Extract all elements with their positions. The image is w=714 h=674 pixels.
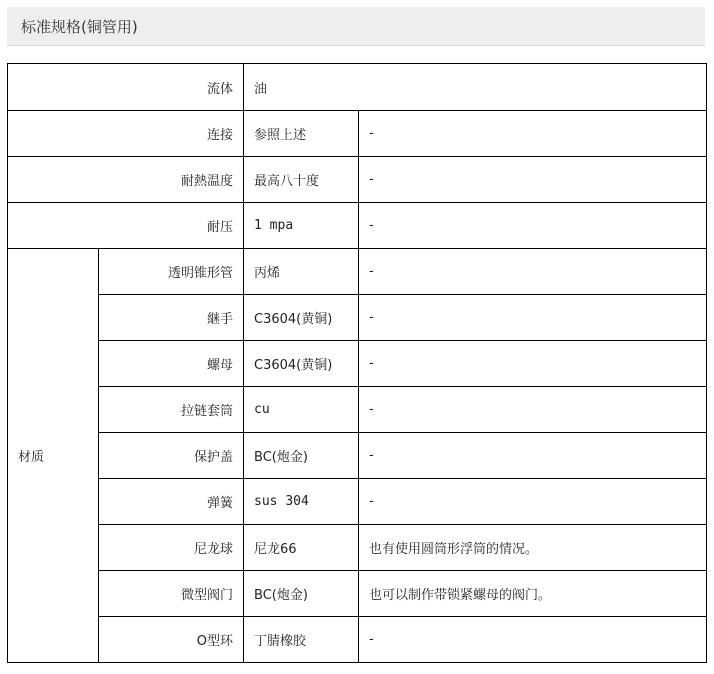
row-note: - bbox=[359, 203, 707, 249]
row-note: - bbox=[359, 479, 707, 525]
row-value: 参照上述 bbox=[244, 111, 359, 157]
row-label: 尼龙球 bbox=[99, 525, 244, 571]
row-note: 也可以制作带锁紧螺母的阀门。 bbox=[359, 571, 707, 617]
table-row bbox=[8, 617, 707, 663]
material-group-label: 材质 bbox=[8, 249, 99, 663]
row-note: 也有使用圆筒形浮筒的情况。 bbox=[359, 525, 707, 571]
row-value: sus 304 bbox=[244, 479, 359, 525]
table-row bbox=[8, 203, 707, 249]
table-row bbox=[8, 433, 707, 479]
table-row bbox=[8, 525, 707, 571]
row-value: BC(炮金) bbox=[244, 433, 359, 479]
row-value: cu bbox=[244, 387, 359, 433]
table-row bbox=[8, 249, 707, 295]
row-label: 微型阀门 bbox=[99, 571, 244, 617]
table-row bbox=[8, 157, 707, 203]
row-value: C3604(黄铜) bbox=[244, 295, 359, 341]
table-row bbox=[8, 571, 707, 617]
table-row bbox=[8, 387, 707, 433]
section-header bbox=[7, 7, 705, 46]
row-note: - bbox=[359, 617, 707, 663]
row-label: 流体 bbox=[8, 64, 244, 111]
row-label: O型环 bbox=[99, 617, 244, 663]
row-note: - bbox=[359, 111, 707, 157]
section-title: 标准规格(铜管用) bbox=[21, 18, 138, 36]
row-note: - bbox=[359, 249, 707, 295]
row-note: - bbox=[359, 341, 707, 387]
table-row bbox=[8, 479, 707, 525]
row-label: 透明锥形管 bbox=[99, 249, 244, 295]
row-label: 保护盖 bbox=[99, 433, 244, 479]
spec-table bbox=[7, 63, 707, 663]
row-label: 连接 bbox=[8, 111, 244, 157]
row-value: 最高八十度 bbox=[244, 157, 359, 203]
row-value: 油 bbox=[244, 64, 707, 111]
row-label: 耐压 bbox=[8, 203, 244, 249]
table-row bbox=[8, 64, 707, 111]
row-value: 1 mpa bbox=[244, 203, 359, 249]
row-value: 丙烯 bbox=[244, 249, 359, 295]
row-note: - bbox=[359, 433, 707, 479]
row-value: C3604(黄铜) bbox=[244, 341, 359, 387]
row-note: - bbox=[359, 387, 707, 433]
table-row bbox=[8, 295, 707, 341]
row-value: BC(炮金) bbox=[244, 571, 359, 617]
row-label: 拉链套筒 bbox=[99, 387, 244, 433]
table-row bbox=[8, 341, 707, 387]
row-note: - bbox=[359, 157, 707, 203]
row-label: 弹簧 bbox=[99, 479, 244, 525]
row-label: 螺母 bbox=[99, 341, 244, 387]
row-label: 耐熱温度 bbox=[8, 157, 244, 203]
row-label: 継手 bbox=[99, 295, 244, 341]
row-note: - bbox=[359, 295, 707, 341]
table-row bbox=[8, 111, 707, 157]
row-value: 丁腈橡胶 bbox=[244, 617, 359, 663]
row-value: 尼龙66 bbox=[244, 525, 359, 571]
